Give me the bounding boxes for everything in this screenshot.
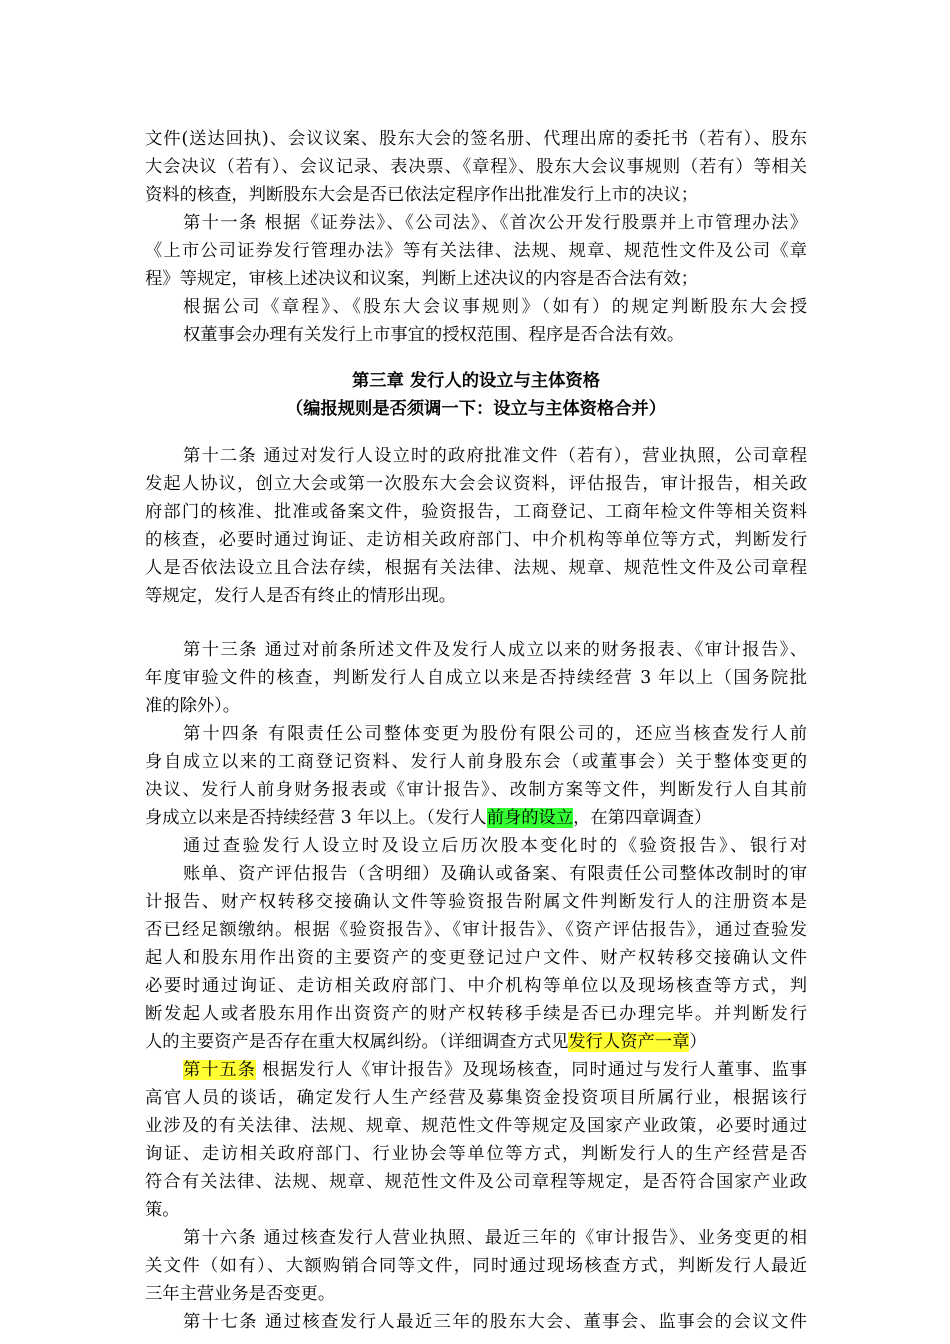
- article-14-line: 第十四条 有限责任公司整体变更为股份有限公司的，还应当核查发行人前: [183, 724, 807, 744]
- article-15-line: [183, 1056, 807, 1084]
- text-line: 必要时通过询证、走访相关政府部门、中介机构等单位以及现场核查等方式，判: [145, 976, 807, 996]
- text-line: [145, 1028, 807, 1056]
- article-11-line: 第十一条 根据《证券法》、《公司法》、《首次公开发行股票并上市管理办法》: [183, 213, 807, 233]
- text-line: 符合有关法律、法规、规章、规范性文件及公司章程等规定，是否符合国家产业政: [145, 1172, 807, 1192]
- text-span: 人的主要资产是否存在重大权属纠纷。（详细调查方式见: [145, 1032, 569, 1052]
- text-line: 身自成立以来的工商登记资料、发行人前身股东会（或董事会）关于整体变更的: [145, 752, 807, 772]
- article-13-line: 第十三条 通过对前条所述文件及发行人成立以来的财务报表、《审计报告》、: [183, 640, 807, 660]
- text-line: 《上市公司证券发行管理办法》等有关法律、法规、规章、规范性文件及公司《章: [145, 241, 807, 261]
- text-line: 否已经足额缴纳。根据《验资报告》、《审计报告》、《资产评估报告》，通过查验发: [145, 920, 807, 940]
- text-line: 年度审验文件的核查，判断发行人自成立以来是否持续经营 3 年以上（国务院批: [145, 668, 807, 688]
- text-line: 账单、资产评估报告（含明细）及确认或备案、有限责任公司整体改制时的审: [183, 864, 807, 884]
- text-line: 业涉及的有关法律、法规、规章、规范性文件等规定及国家产业政策，必要时通过: [145, 1116, 807, 1136]
- highlight-green: 前身的设立: [486, 808, 574, 828]
- text-line: 计报告、财产权转移交接确认文件等验资报告附属文件判断发行人的注册资本是: [145, 892, 807, 912]
- text-line: 三年主营业务是否变更。: [145, 1284, 336, 1304]
- text-line: 府部门的核准、批准或备案文件，验资报告，工商登记、工商年检文件等相关资料: [145, 502, 807, 522]
- text-line: 决议、发行人前身财务报表或《审计报告》、改制方案等文件，判断发行人自其前: [145, 780, 807, 800]
- text-line: 大会决议（若有）、会议记录、表决票、《章程》、股东大会议事规则（若有）等相关: [145, 157, 807, 177]
- text-line: 程》等规定，审核上述决议和议案，判断上述决议的内容是否合法有效；: [145, 269, 699, 289]
- text-line: 等规定，发行人是否有终止的情形出现。: [145, 586, 457, 606]
- text-line: 根据公司《章程》、《股东大会议事规则》（如有）的规定判断股东大会授: [183, 297, 807, 317]
- highlight-yellow: 第十五条: [183, 1060, 256, 1080]
- article-16-line: 第十六条 通过核查发行人营业执照、最近三年的《审计报告》、业务变更的相: [183, 1228, 807, 1248]
- text-line: 准的除外）。: [145, 696, 241, 716]
- highlight-yellow: 发行人资产一章: [568, 1032, 690, 1052]
- text-span: 身成立以来是否持续经营 3 年以上。（发行人: [145, 808, 487, 828]
- chapter-title: 第三章 发行人的设立与主体资格: [352, 371, 600, 391]
- text-line: 询证、走访相关政府部门、行业协会等单位等方式，判断发行人的生产经营是否: [145, 1144, 807, 1164]
- article-12-line: 第十二条 通过对发行人设立时的政府批准文件（若有），营业执照，公司章程: [183, 446, 807, 466]
- text-line: 断发起人或者股东用作出资资产的财产权转移手续是否已办理完毕。并判断发行: [145, 1004, 807, 1024]
- text-span: 根据发行人《审计报告》及现场核查，同时通过与发行人董事、监事: [255, 1060, 807, 1080]
- text-line: [145, 804, 807, 832]
- text-span: ，在第四章调查）: [573, 808, 712, 828]
- text-line: 权董事会办理有关发行上市事宜的授权范围、程序是否合法有效。: [183, 325, 685, 345]
- text-line: 策。: [145, 1200, 180, 1220]
- text-line: 人是否依法设立且合法存续，根据有关法律、法规、规章、规范性文件及公司章程: [145, 558, 807, 578]
- text-line: 关文件（如有）、大额购销合同等文件，同时通过现场核查方式，判断发行人最近: [145, 1256, 807, 1276]
- text-line: 高官人员的谈话，确定发行人生产经营及募集资金投资项目所属行业，根据该行: [145, 1088, 807, 1108]
- text-span: ）: [689, 1032, 707, 1052]
- text-line: 的核查，必要时通过询证、走访相关政府部门、中介机构等单位等方式，判断发行: [145, 530, 807, 550]
- text-line: 发起人协议，创立大会或第一次股东大会会议资料，评估报告，审计报告，相关政: [145, 474, 807, 494]
- text-line: 起人和股东用作出资的主要资产的变更登记过户文件、财产权转移交接确认文件: [145, 948, 807, 968]
- text-line: 文件(送达回执)、会议议案、股东大会的签名册、代理出席的委托书（若有）、股东: [145, 129, 807, 149]
- article-17-line: 第十七条 通过核查发行人最近三年的股东大会、董事会、监事会的会议文件: [183, 1312, 807, 1332]
- text-line: 通过查验发行人设立时及设立后历次股本变化时的《验资报告》、银行对: [183, 836, 807, 856]
- chapter-note: （编报规则是否须调一下：设立与主体资格合并）: [285, 399, 667, 419]
- text-line: 资料的核查，判断股东大会是否已依法定程序作出批准发行上市的决议；: [145, 185, 699, 205]
